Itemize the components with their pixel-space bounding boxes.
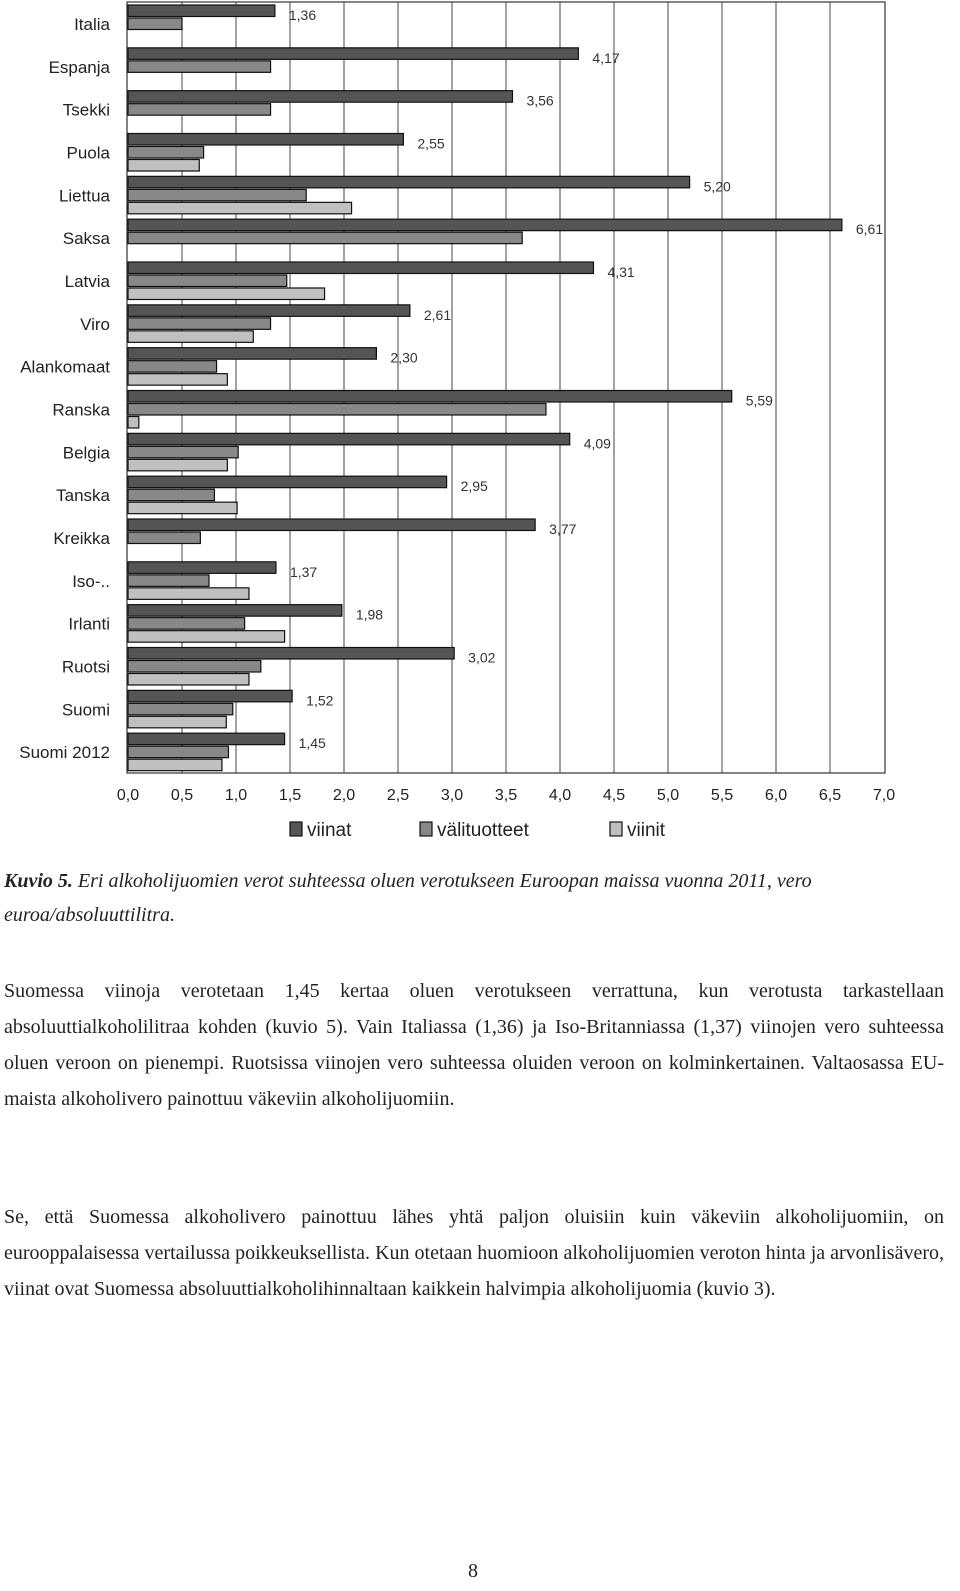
legend-label: viinat (307, 820, 352, 841)
bar-viinat (128, 733, 285, 745)
x-tick-label: 0,0 (116, 787, 140, 804)
data-label: 4,09 (583, 435, 611, 452)
category-label: Iso-.. (72, 571, 110, 591)
bar-v-lituotteet (128, 703, 233, 715)
bar-viinit (128, 759, 222, 771)
category-label: Ruotsi (61, 657, 110, 677)
figure-caption (4, 864, 944, 932)
x-tick-label: 3,0 (440, 787, 464, 804)
data-label: 2,55 (417, 135, 445, 152)
legend (290, 820, 666, 841)
bar-viinat (128, 562, 276, 574)
category-label: Italia (74, 15, 110, 34)
data-label: 2,30 (390, 349, 418, 366)
data-label: 2,95 (460, 478, 488, 495)
bar-viinat (128, 648, 454, 660)
bar-v-lituotteet (128, 361, 217, 373)
bar-v-lituotteet (128, 275, 287, 287)
x-tick-label: 1,5 (278, 787, 302, 804)
x-tick-label: 5,0 (656, 787, 680, 804)
bar-v-lituotteet (128, 18, 182, 30)
bar-viinit (128, 502, 237, 513)
bar-viinat (128, 134, 403, 146)
x-tick-label: 5,5 (710, 787, 734, 804)
bar-viinit (128, 716, 226, 728)
data-label: 3,56 (526, 92, 554, 109)
category-label: Kreikka (53, 529, 110, 548)
category-label: Latvia (64, 272, 110, 291)
category-label: Liettua (58, 186, 110, 206)
data-label: 4,17 (592, 49, 620, 66)
x-tick-label: 6,0 (764, 787, 788, 804)
x-tick-label: 4,5 (602, 787, 626, 804)
data-label: 5,20 (703, 178, 731, 195)
bar-v-lituotteet (128, 232, 522, 244)
body-paragraph-1: Suomessa viinoja verotetaan 1,45 kertaa oluen verotukseen verrattuna, kun verotusta tarkastellaan absoluuttialkoholilitraa kohden (kuvio 5). Vain Italiassa (1,36) ja Iso-Britanniassa (1,37) viinojen vero suhteessa oluen veroon on pienempi. Ruotsissa viinojen vero suhteessa oluiden veroon on kolminkertainen. Valtaosassa EU-maista alkoholivero painottuu väkeviin alkoholijuomiin. (4, 980, 944, 1110)
data-label: 4,31 (607, 264, 635, 280)
category-label: Tanska (56, 486, 110, 506)
bar-viinat (128, 476, 447, 488)
x-tick-label: 2,0 (332, 787, 356, 804)
category-labels (19, 15, 110, 762)
category-label: Saksa (62, 229, 110, 249)
bar-viinit (128, 288, 325, 300)
category-label: Ranska (52, 400, 110, 420)
x-tick-label: 1,0 (224, 787, 248, 804)
bar-viinat (128, 305, 410, 317)
bar-viinit (128, 417, 139, 429)
bar-viinit (128, 160, 199, 172)
bar-v-lituotteet (128, 575, 209, 587)
bar-v-lituotteet (128, 189, 306, 201)
body-paragraph-2: Se, että Suomessa alkoholivero painottuu lähes yhtä paljon oluisiin kuin väkeviin alkoholijuomiin, on eurooppalaisessa vertailussa poikkeuksellista. Kun otetaan huomioon alkoholijuomien veroton hinta ja arvonlisävero, viinat ovat Suomessa absoluuttialkoholihinnaltaan kaikkein halvimpia alkoholijuomia (kuvio 3). (4, 1206, 944, 1300)
data-label: 6,61 (855, 221, 884, 238)
bar-v-lituotteet (128, 532, 200, 544)
legend-label: viinit (627, 820, 666, 841)
x-tick-label: 3,5 (494, 787, 518, 804)
bar-viinat (128, 91, 512, 103)
bar-viinat (128, 176, 690, 188)
category-label: Tsekki (62, 100, 110, 120)
x-tick-labels (117, 787, 895, 804)
data-label: 3,02 (468, 649, 496, 666)
bar-viinat (128, 262, 593, 274)
category-label: Espanja (48, 57, 110, 77)
legend-swatch (290, 822, 302, 836)
page-number: 8 (468, 1560, 478, 1582)
bar-viinat (128, 690, 292, 702)
bar-viinit (128, 331, 253, 343)
data-label: 1,45 (298, 735, 326, 752)
bar-viinat (128, 391, 732, 403)
bar-v-lituotteet (128, 404, 546, 416)
bar-v-lituotteet (128, 61, 271, 72)
category-label: Belgia (62, 443, 110, 463)
category-label: Suomi (61, 700, 110, 720)
bar-v-lituotteet (128, 661, 261, 673)
bar-viinat (128, 219, 842, 231)
data-label: 5,59 (745, 392, 773, 409)
bar-viinat (128, 433, 570, 445)
bar-viinit (128, 459, 227, 471)
data-label: 1,37 (289, 563, 318, 580)
bar-viinit (128, 631, 285, 643)
bar-viinit (128, 374, 227, 386)
bar-viinit (128, 674, 249, 686)
caption-text: Eri alkoholijuomien verot suhteessa oluen verotukseen Euroopan maissa vuonna 2011, vero euroa/absoluuttilitra. (4, 870, 812, 926)
bar-v-lituotteet (128, 618, 245, 630)
bar-viinit (128, 588, 249, 600)
category-label: Suomi 2012 (19, 743, 110, 763)
data-label: 1,52 (306, 692, 334, 709)
bar-viinat (128, 519, 535, 531)
x-tick-label: 2,5 (386, 787, 410, 804)
category-label: Irlanti (68, 614, 110, 634)
bar-viinat (128, 348, 376, 360)
bar-v-lituotteet (128, 746, 228, 758)
caption-number: Kuvio 5. (4, 870, 73, 892)
data-label: 2,61 (423, 306, 452, 323)
bar-v-lituotteet (128, 318, 271, 330)
bar-viinit (128, 202, 352, 214)
category-label: Alankomaat (20, 357, 110, 377)
bar-viinat (128, 5, 275, 17)
bar-v-lituotteet (128, 147, 204, 159)
bar-v-lituotteet (128, 446, 238, 458)
category-label: Puola (66, 143, 110, 163)
category-label: Viro (80, 314, 110, 334)
x-tick-label: 4,0 (548, 787, 572, 804)
x-tick-label: 6,5 (818, 787, 842, 804)
bar-viinat (128, 48, 578, 60)
bar-v-lituotteet (128, 489, 214, 501)
bar-v-lituotteet (128, 104, 271, 116)
legend-swatch (420, 822, 432, 836)
bar-viinat (128, 605, 342, 617)
legend-label: välituotteet (437, 820, 529, 841)
x-tick-label: 0,5 (170, 787, 194, 804)
x-tick-label: 7,0 (872, 787, 896, 804)
data-label: 1,98 (355, 606, 384, 623)
data-label: 3,77 (549, 521, 577, 537)
data-label: 1,36 (288, 7, 317, 23)
legend-swatch (610, 822, 622, 836)
